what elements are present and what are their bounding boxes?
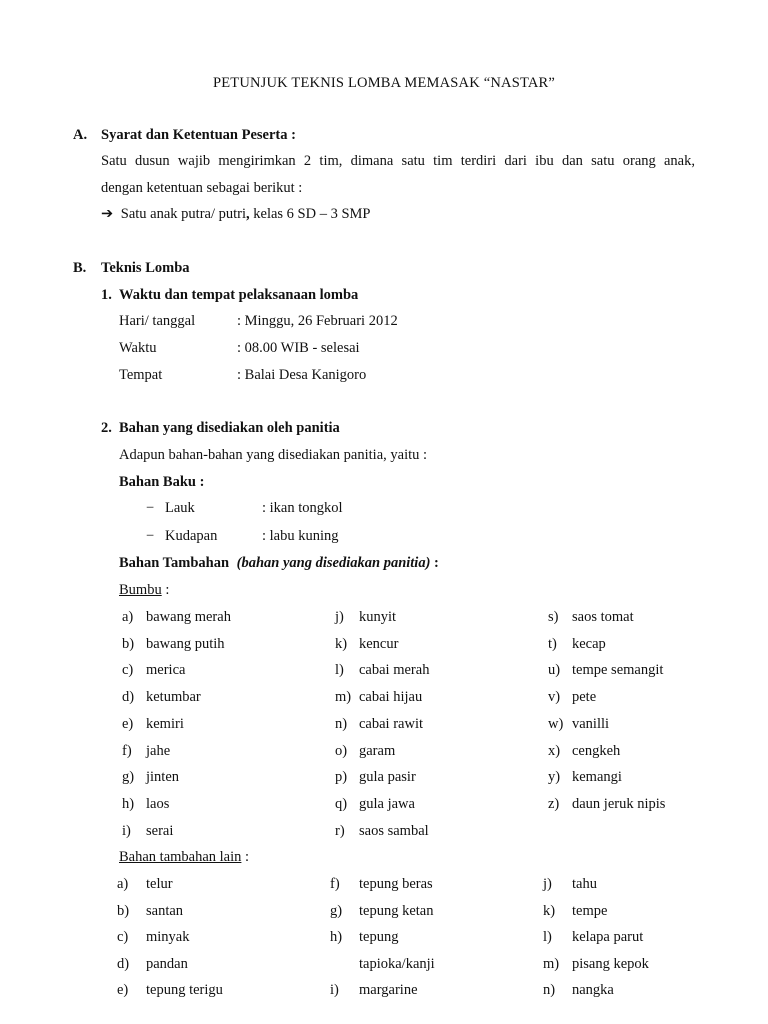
list-marker: s) [548,609,559,625]
list-marker: p) [335,769,348,786]
list-marker: d) [122,689,135,706]
list-marker: i) [122,822,131,839]
section-a-line-2: dengan ketentuan sebagai berikut : [101,180,303,196]
list-item: tepung terigu [146,982,223,999]
bahan-baku-heading: Bahan Baku : [119,474,205,490]
list-item: merica [146,662,186,679]
list-marker: a) [117,876,129,892]
list-item: gula pasir [359,769,416,786]
section-b-marker: B. [73,260,87,276]
dash-icon: − [146,500,155,516]
list-marker: x) [548,742,561,759]
bahan-lain-colon: : [241,849,250,865]
bahan-tambahan-heading: Bahan Tambahan [119,555,230,571]
list-item: pete [572,689,597,706]
item-2-number: 2. [101,420,112,436]
list-item: tahu [572,876,597,892]
list-item: tempe [572,902,608,919]
list-item: laos [146,795,170,812]
section-a-marker: A. [73,127,88,143]
bahan-baku-label: Kudapan [165,528,218,544]
list-marker: o) [335,742,348,759]
list-item: daun jeruk nipis [572,795,666,812]
list-item: gula jawa [359,795,415,812]
list-marker: i) [330,982,339,999]
list-item: jinten [146,769,180,786]
list-item: cengkeh [572,742,621,759]
list-marker: f) [330,876,340,892]
list-marker: u) [548,662,561,679]
list-item: kelapa parut [572,929,644,946]
list-item: bawang merah [146,609,231,625]
list-marker: j) [543,876,552,892]
list-marker: t) [548,635,557,652]
bahan-baku-label: Lauk [165,500,195,516]
list-marker: q) [335,795,348,812]
list-marker: a) [122,609,134,625]
list-item: kunyit [359,609,397,625]
list-marker: k) [543,902,556,919]
list-marker: g) [330,902,343,919]
bumbu-colon: : [161,582,170,598]
bahan-tambahan-note: (bahan yang disediakan panitia) [236,555,431,571]
list-item: tepung beras [359,876,433,892]
list-marker: l) [543,929,552,946]
list-item: tempe semangit [572,662,664,679]
section-a-heading: Syarat dan Ketentuan Peserta : [101,127,296,143]
list-item: cabai merah [359,662,430,679]
list-marker: y) [548,769,561,786]
list-marker: h) [122,795,135,812]
schedule-value-place: : Balai Desa Kanigoro [237,367,367,383]
list-item: bawang putih [146,635,225,652]
bahan-baku-value: : ikan tongkol [262,500,343,516]
bahan-lain-heading: Bahan tambahan lain [119,849,242,865]
list-item: santan [146,902,184,919]
section-a-line-1: Satu dusun wajib mengirimkan 2 tim, dimana satu tim terdiri dari ibu dan satu orang anak, [101,153,695,169]
list-item: serai [146,822,174,839]
list-item: tepung ketan [359,902,434,919]
list-item: telur [146,876,173,892]
list-item: kencur [359,635,399,652]
list-marker: e) [122,715,134,732]
list-item: minyak [146,929,190,946]
schedule-label-time: Waktu [119,340,157,356]
list-item: cabai hijau [359,689,423,706]
list-item: saos sambal [359,822,429,839]
list-marker: m) [335,689,352,706]
dash-icon: − [146,528,155,544]
bahan-tambahan-colon: : [434,555,439,571]
list-marker: v) [548,689,561,706]
list-marker: b) [117,902,130,919]
arrow-bullet-icon: ➔ [101,206,114,222]
list-marker: l) [335,662,344,679]
list-item: pandan [146,955,188,972]
list-marker: f) [122,742,132,759]
list-marker: n) [335,715,348,732]
list-item: garam [359,742,396,759]
list-marker: j) [335,609,344,625]
schedule-label-date: Hari/ tanggal [119,313,196,329]
bahan-baku-value: : labu kuning [262,528,339,544]
item-2-intro: Adapun bahan-bahan yang disediakan panitia, yaitu : [119,447,428,463]
schedule-value-date: : Minggu, 26 Februari 2012 [237,313,398,329]
schedule-value-time: : 08.00 WIB - selesai [237,340,360,356]
list-item: kemiri [146,715,184,732]
list-item: ketumbar [146,689,201,706]
list-item: nangka [572,982,614,999]
document-title: PETUNJUK TEKNIS LOMBA MEMASAK “NASTAR” [212,75,556,91]
bullet-text-b: kelas 6 SD – 3 SMP [249,206,371,222]
item-1-heading: Waktu dan tempat pelaksanaan lomba [119,287,359,303]
schedule-label-place: Tempat [119,367,163,383]
list-marker: w) [548,715,564,732]
bullet-comma: , [246,206,250,222]
list-marker: n) [543,982,556,999]
list-item: margarine [359,982,418,999]
list-item: jahe [146,742,171,759]
section-b-heading: Teknis Lomba [101,260,190,276]
list-item: vanilli [572,715,610,732]
list-marker: d) [117,955,130,972]
list-item: pisang kepok [572,955,649,972]
list-marker: b) [122,635,135,652]
list-marker: m) [543,955,560,972]
list-item: cabai rawit [359,715,424,732]
list-item: kecap [572,635,606,652]
list-marker: k) [335,635,348,652]
list-marker: c) [117,929,129,946]
bullet-text-a: Satu anak putra/ putri [120,206,247,222]
list-marker: z) [548,795,560,812]
list-marker: c) [122,662,134,679]
item-2-heading: Bahan yang disediakan oleh panitia [119,420,340,436]
list-item: tapioka/kanji [359,955,435,972]
list-item: saos tomat [572,609,634,625]
list-marker: e) [117,982,129,999]
list-marker: h) [330,929,343,946]
list-marker: r) [335,822,345,839]
bumbu-heading: Bumbu [119,582,162,598]
item-1-number: 1. [101,287,112,303]
list-marker: g) [122,769,135,786]
list-item: tepung [359,929,399,946]
list-item: kemangi [572,769,622,786]
